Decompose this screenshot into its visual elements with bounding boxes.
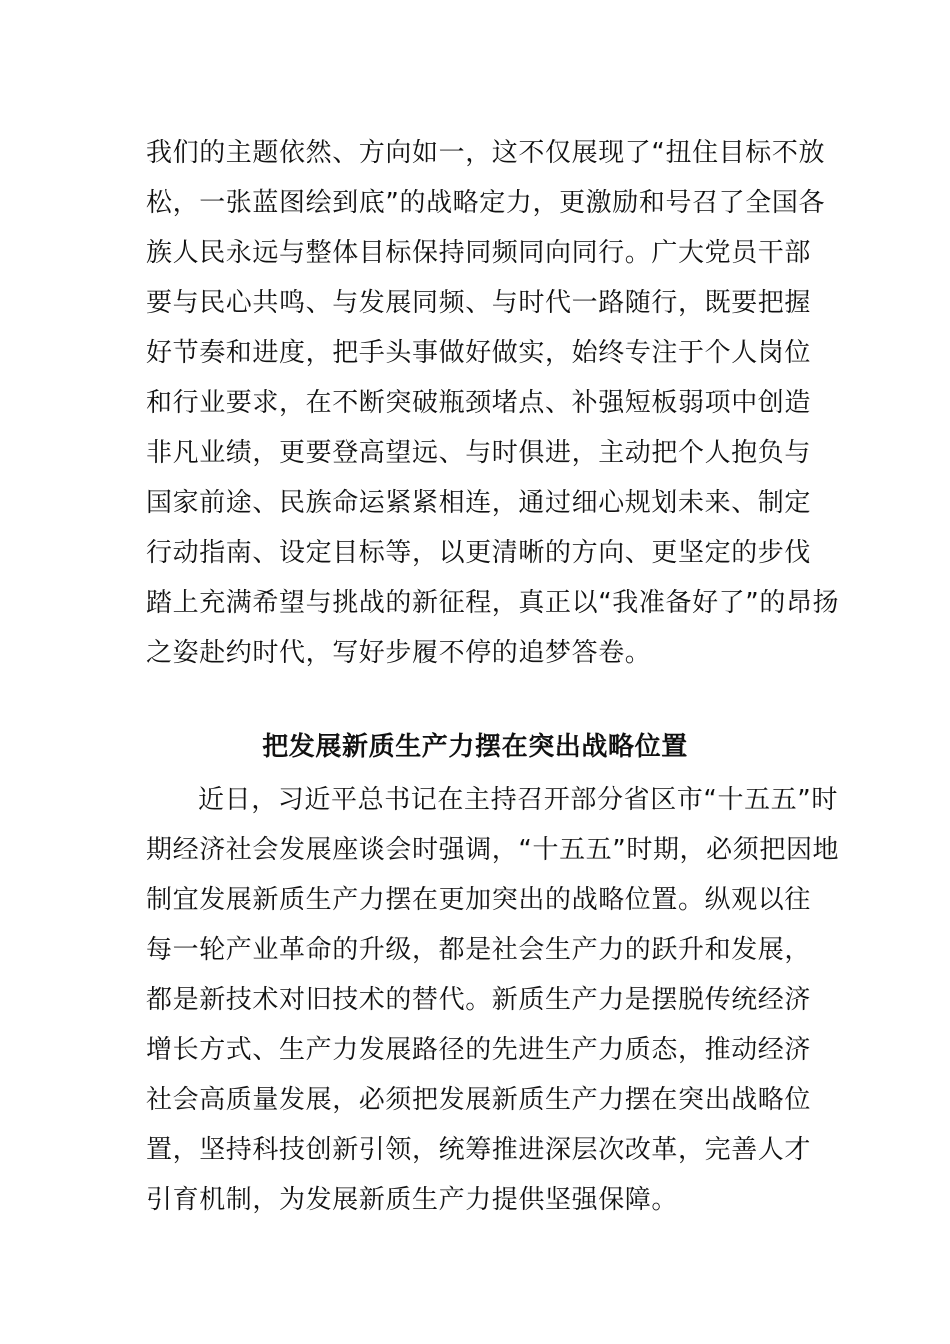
paragraph-2-line: 引育机制，为发展新质生产力提供坚强保障。 [146, 1185, 679, 1215]
paragraph-1-line: 好节奏和进度，把手头事做好做实，始终专注于个人岗位 [146, 338, 812, 368]
section-title: 把发展新质生产力摆在突出战略位置 [262, 732, 688, 762]
paragraph-1-line: 松，一张蓝图绘到底”的战略定力，更激励和号召了全国各 [146, 188, 826, 218]
paragraph-2-line: 都是新技术对旧技术的替代。新质生产力是摆脱传统经济 [146, 985, 812, 1015]
paragraph-1-line: 族人民永远与整体目标保持同频同向同行。广大党员干部 [146, 238, 812, 268]
paragraph-1-line: 和行业要求，在不断突破瓶颈堵点、补强短板弱项中创造 [146, 388, 812, 418]
paragraph-2-line: 社会高质量发展，必须把发展新质生产力摆在突出战略位 [146, 1085, 812, 1115]
paragraph-1-line: 非凡业绩，更要登高望远、与时俱进，主动把个人抱负与 [146, 438, 812, 468]
paragraph-1-line: 国家前途、民族命运紧紧相连，通过细心规划未来、制定 [146, 488, 812, 518]
paragraph-2 [146, 775, 840, 1225]
paragraph-2-line: 制宜发展新质生产力摆在更加突出的战略位置。纵观以往 [146, 885, 812, 915]
paragraph-1-line: 踏上充满希望与挑战的新征程，真正以“我准备好了”的昂扬 [146, 588, 840, 618]
paragraph-1-line: 之姿赴约时代，写好步履不停的追梦答卷。 [146, 638, 652, 668]
paragraph-2-line: 近日，习近平总书记在主持召开部分省区市“十五五”时 [198, 785, 838, 815]
paragraph-1-line: 行动指南、设定目标等，以更清晰的方向、更坚定的步伐 [146, 538, 812, 568]
paragraph-2-line: 置，坚持科技创新引领，统筹推进深层次改革，完善人才 [146, 1135, 812, 1165]
paragraph-2-line: 每一轮产业革命的升级，都是社会生产力的跃升和发展， [146, 935, 812, 965]
paragraph-1-line: 我们的主题依然、方向如一，这不仅展现了“扭住目标不放 [146, 138, 826, 168]
paragraph-1 [146, 128, 840, 678]
paragraph-2-line: 增长方式、生产力发展路径的先进生产力质态，推动经济 [146, 1035, 812, 1065]
paragraph-1-line: 要与民心共鸣、与发展同频、与时代一路随行，既要把握 [146, 288, 812, 318]
paragraph-2-line: 期经济社会发展座谈会时强调，“十五五”时期，必须把因地 [146, 835, 840, 865]
